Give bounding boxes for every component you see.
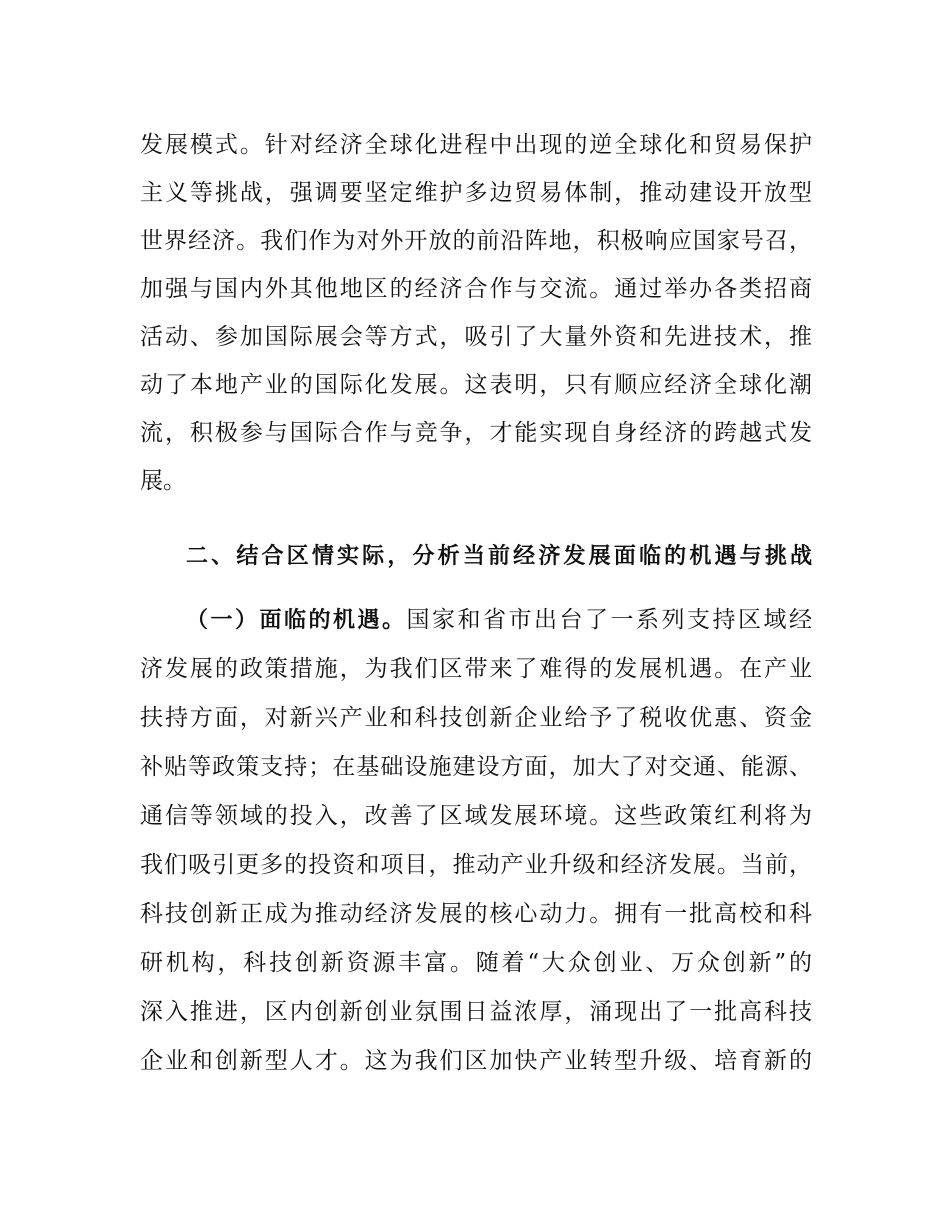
- paragraph-1-line-8: 展。: [140, 468, 186, 494]
- section-heading: 二、结合区情实际，分析当前经济发展面临的机遇与挑战: [186, 544, 812, 569]
- paragraph-2-line-7: 科技创新正成为推动经济发展的核心动力。拥有一批高校和科: [140, 901, 812, 927]
- paragraph-2-line-9: 深入推进，区内创新创业氛围日益浓厚，涌现出了一批高科技: [140, 999, 812, 1025]
- paragraph-1-line-4: 加强与国内外其他地区的经济合作与交流。通过举办各类招商: [140, 276, 812, 302]
- paragraph-2-line-8: 研机构，科技创新资源丰富。随着“大众创业、万众创新”的: [140, 950, 812, 976]
- paragraph-2-first-line-text: 国家和省市出台了一系列支持区域经: [406, 607, 812, 633]
- paragraph-2-line-1: [186, 602, 812, 638]
- paragraph-1-line-1: 发展模式。针对经济全球化进程中出现的逆全球化和贸易保护: [140, 132, 812, 158]
- paragraph-1-line-3: 世界经济。我们作为对外开放的前沿阵地，积极响应国家号召，: [140, 228, 812, 254]
- paragraph-2-lead: （一）面临的机遇。: [186, 608, 407, 633]
- paragraph-2-line-3: 扶持方面，对新兴产业和科技创新企业给予了税收优惠、资金: [140, 705, 812, 731]
- paragraph-1-line-2: 主义等挑战，强调要坚定维护多边贸易体制，推动建设开放型: [140, 180, 812, 206]
- paragraph-2-line-2: 济发展的政策措施，为我们区带来了难得的发展机遇。在产业: [140, 656, 812, 682]
- paragraph-2-line-6: 我们吸引更多的投资和项目，推动产业升级和经济发展。当前，: [140, 852, 812, 878]
- paragraph-1-line-5: 活动、参加国际展会等方式，吸引了大量外资和先进技术，推: [140, 324, 812, 350]
- paragraph-2-line-10: 企业和创新型人才。这为我们区加快产业转型升级、培育新的: [140, 1048, 812, 1074]
- paragraph-1-line-7: 流，积极参与国际合作与竞争，才能实现自身经济的跨越式发: [140, 420, 812, 446]
- paragraph-2-line-5: 通信等领域的投入，改善了区域发展环境。这些政策红利将为: [140, 803, 812, 829]
- paragraph-1-line-6: 动了本地产业的国际化发展。这表明，只有顺应经济全球化潮: [140, 372, 812, 398]
- paragraph-2-line-4: 补贴等政策支持；在基础设施建设方面，加大了对交通、能源、: [140, 754, 812, 780]
